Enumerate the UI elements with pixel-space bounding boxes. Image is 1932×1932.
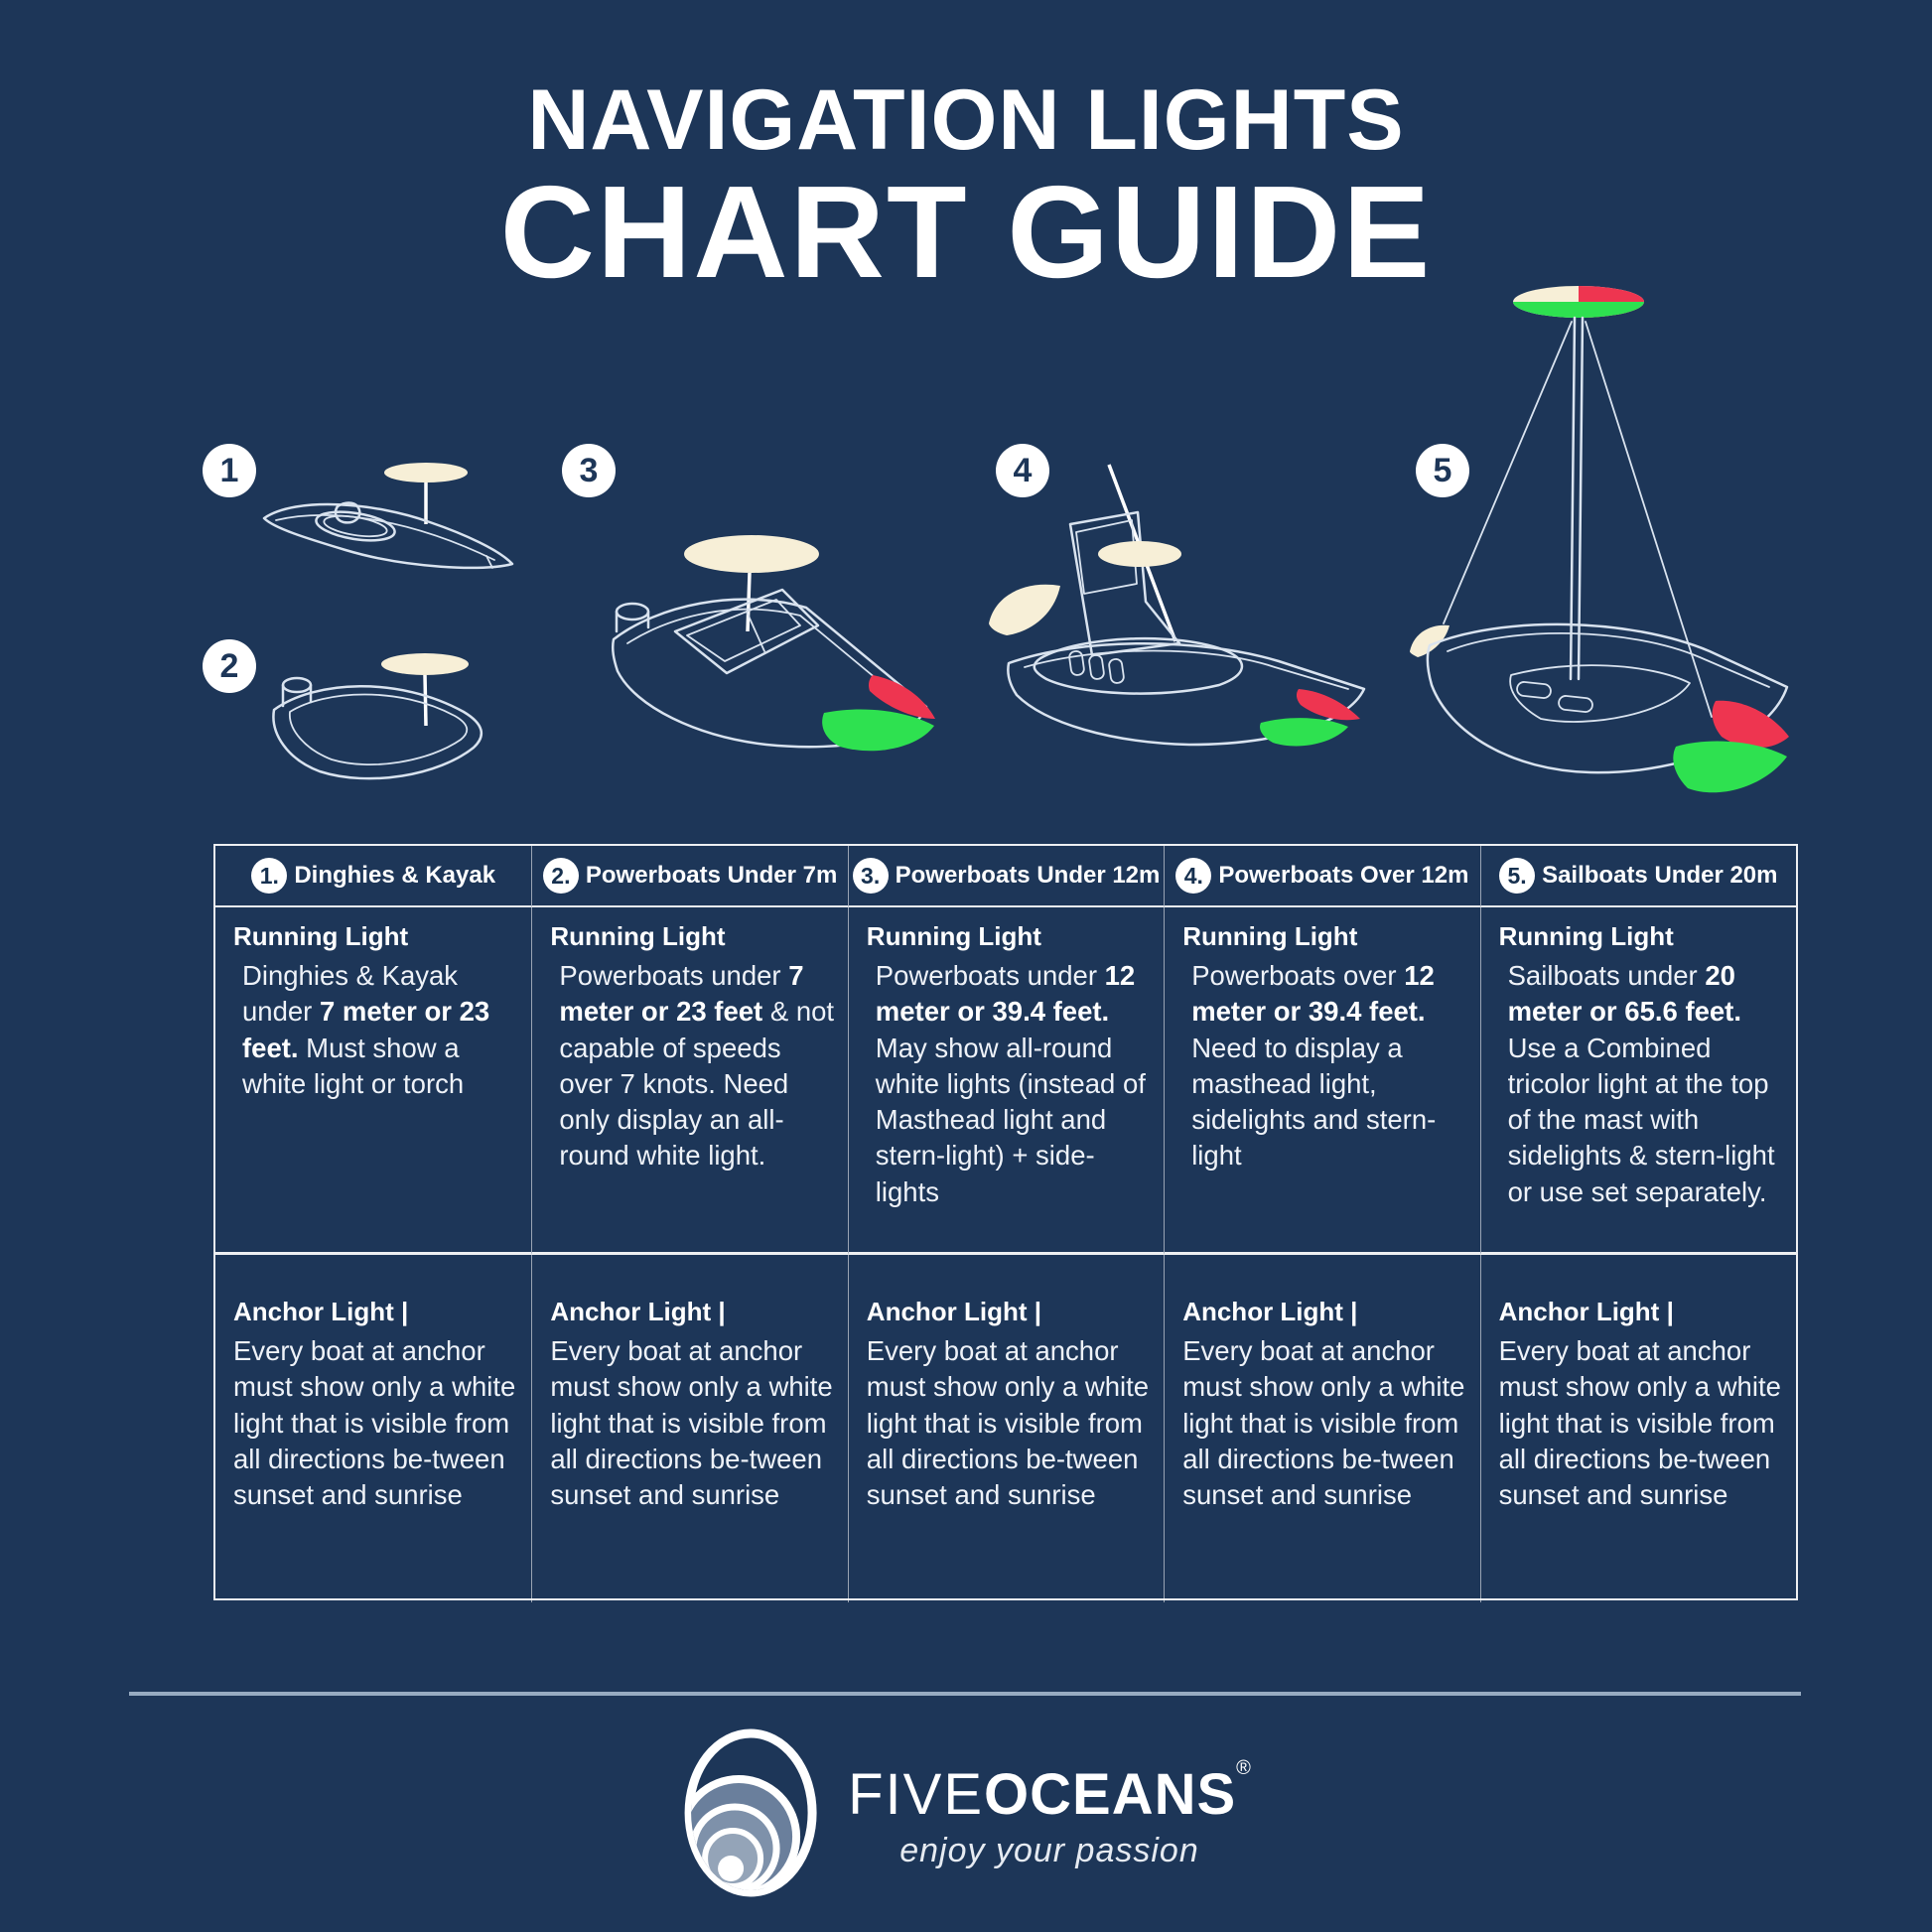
kayak-illustration	[256, 447, 524, 586]
running-cell-5	[1480, 907, 1796, 1255]
tricolor-masthead-light-icon	[1513, 286, 1644, 318]
running-cell-4	[1164, 907, 1479, 1255]
running-cell-1	[215, 907, 531, 1255]
running-light-heading: Running Light	[550, 921, 726, 951]
header-title-2: Powerboats Under 7m	[585, 862, 838, 889]
running-light-heading: Running Light	[866, 921, 1041, 951]
header-badge-2: 2.	[543, 858, 579, 894]
sailboat-illustration	[1392, 230, 1824, 801]
anchor-light-text: Every boat at anchor must show only a white light that is visible from all directions be-tween sunset and sunrise	[866, 1335, 1150, 1511]
header-badge-4: 4.	[1175, 858, 1211, 894]
navigation-lights-table	[213, 844, 1798, 1600]
anchor-light-text: Every boat at anchor must show only a white light that is visible from all directions be-tween sunset and sunrise	[550, 1335, 833, 1511]
boat-badge-2: 2	[203, 639, 256, 693]
anchor-cell-3	[848, 1255, 1164, 1602]
running-light-text: Dinghies & Kayak under 7 meter or 23 feet. Must show a white light or torch	[242, 960, 490, 1099]
header-cell-2	[531, 846, 847, 907]
anchor-light-text: Every boat at anchor must show only a white light that is visible from all directions be-tween sunset and sunrise	[233, 1335, 516, 1511]
header-cell-4	[1164, 846, 1479, 907]
anchor-light-heading: Anchor Light |	[550, 1297, 726, 1326]
brand-name	[848, 1756, 1251, 1827]
running-light-text: Powerboats over 12 meter or 39.4 feet. Need to display a masthead light, sidelights and stern-light	[1191, 960, 1437, 1172]
running-light-heading: Running Light	[233, 921, 409, 951]
running-cell-2	[531, 907, 847, 1255]
running-light-heading: Running Light	[1182, 921, 1358, 951]
brand-oceans: OCEANS	[984, 1761, 1237, 1827]
page-title-line2: CHART GUIDE	[499, 159, 1433, 305]
header-title-4: Powerboats Over 12m	[1218, 862, 1469, 889]
boat-badge-1: 1	[203, 444, 256, 497]
header-badge-3: 3.	[853, 858, 889, 894]
running-cell-3	[848, 907, 1164, 1255]
anchor-cell-5	[1480, 1255, 1796, 1602]
backstay-line	[1586, 322, 1712, 717]
all-round-white-light-icon	[384, 463, 468, 483]
header-badge-5: 5.	[1499, 858, 1535, 894]
red-port-sidelight-icon	[1713, 701, 1789, 748]
header-title-3: Powerboats Under 12m	[895, 862, 1161, 889]
anchor-light-heading: Anchor Light |	[1182, 1297, 1358, 1326]
anchor-light-heading: Anchor Light |	[1498, 1297, 1674, 1326]
anchor-light-heading: Anchor Light |	[233, 1297, 409, 1326]
anchor-cell-1	[215, 1255, 531, 1602]
boat-badge-4: 4	[996, 444, 1049, 497]
running-light-text: Powerboats under 7 meter or 23 feet & not capable of speeds over 7 knots. Need only display an all-round white light.	[559, 960, 835, 1172]
page-title-line1: NAVIGATION LIGHTS	[527, 72, 1405, 168]
anchor-cell-2	[531, 1255, 847, 1602]
five-oceans-logo-icon	[681, 1724, 820, 1904]
header-badge-1: 1.	[251, 858, 287, 894]
registered-mark: ®	[1236, 1756, 1251, 1779]
green-starboard-sidelight-icon	[1673, 742, 1787, 793]
powerboat-under-12m-illustration	[588, 425, 950, 758]
header-cell-5	[1480, 846, 1796, 907]
running-light-text: Powerboats under 12 meter or 39.4 feet. May show all-round white lights (instead of Masthead light and stern-light) + side-lights	[875, 960, 1146, 1207]
anchor-light-heading: Anchor Light |	[866, 1297, 1042, 1326]
all-round-white-light-icon	[684, 535, 819, 573]
header-title-1: Dinghies & Kayak	[294, 862, 496, 889]
header-cell-3	[848, 846, 1164, 907]
anchor-cell-4	[1164, 1255, 1479, 1602]
running-light-heading: Running Light	[1498, 921, 1674, 951]
brand-text-block	[848, 1758, 1251, 1870]
anchor-light-text: Every boat at anchor must show only a white light that is visible from all directions be-tween sunset and sunrise	[1182, 1335, 1465, 1511]
anchor-light-text: Every boat at anchor must show only a white light that is visible from all directions be-tween sunset and sunrise	[1498, 1335, 1781, 1511]
running-light-text: Sailboats under 20 meter or 65.6 feet. Use a Combined tricolor light at the top of the mast with sidelights & stern-light or use set separately.	[1507, 960, 1775, 1207]
all-round-white-light-icon	[381, 653, 469, 675]
brand-five: FIVE	[848, 1761, 985, 1827]
footer-divider-line	[129, 1692, 1801, 1696]
header-title-5: Sailboats Under 20m	[1542, 862, 1778, 889]
light-pole	[425, 675, 426, 726]
brand-tagline: enjoy your passion	[899, 1831, 1199, 1869]
dinghy-illustration	[260, 640, 513, 804]
masthead-light-icon	[1098, 541, 1181, 567]
header-cell-1	[215, 846, 531, 907]
boat-badge-3: 3	[562, 444, 616, 497]
green-starboard-sidelight-icon	[1260, 718, 1348, 746]
boat-badge-5: 5	[1416, 444, 1469, 497]
five-oceans-logo	[681, 1724, 1251, 1904]
stern-light-icon	[989, 585, 1060, 635]
